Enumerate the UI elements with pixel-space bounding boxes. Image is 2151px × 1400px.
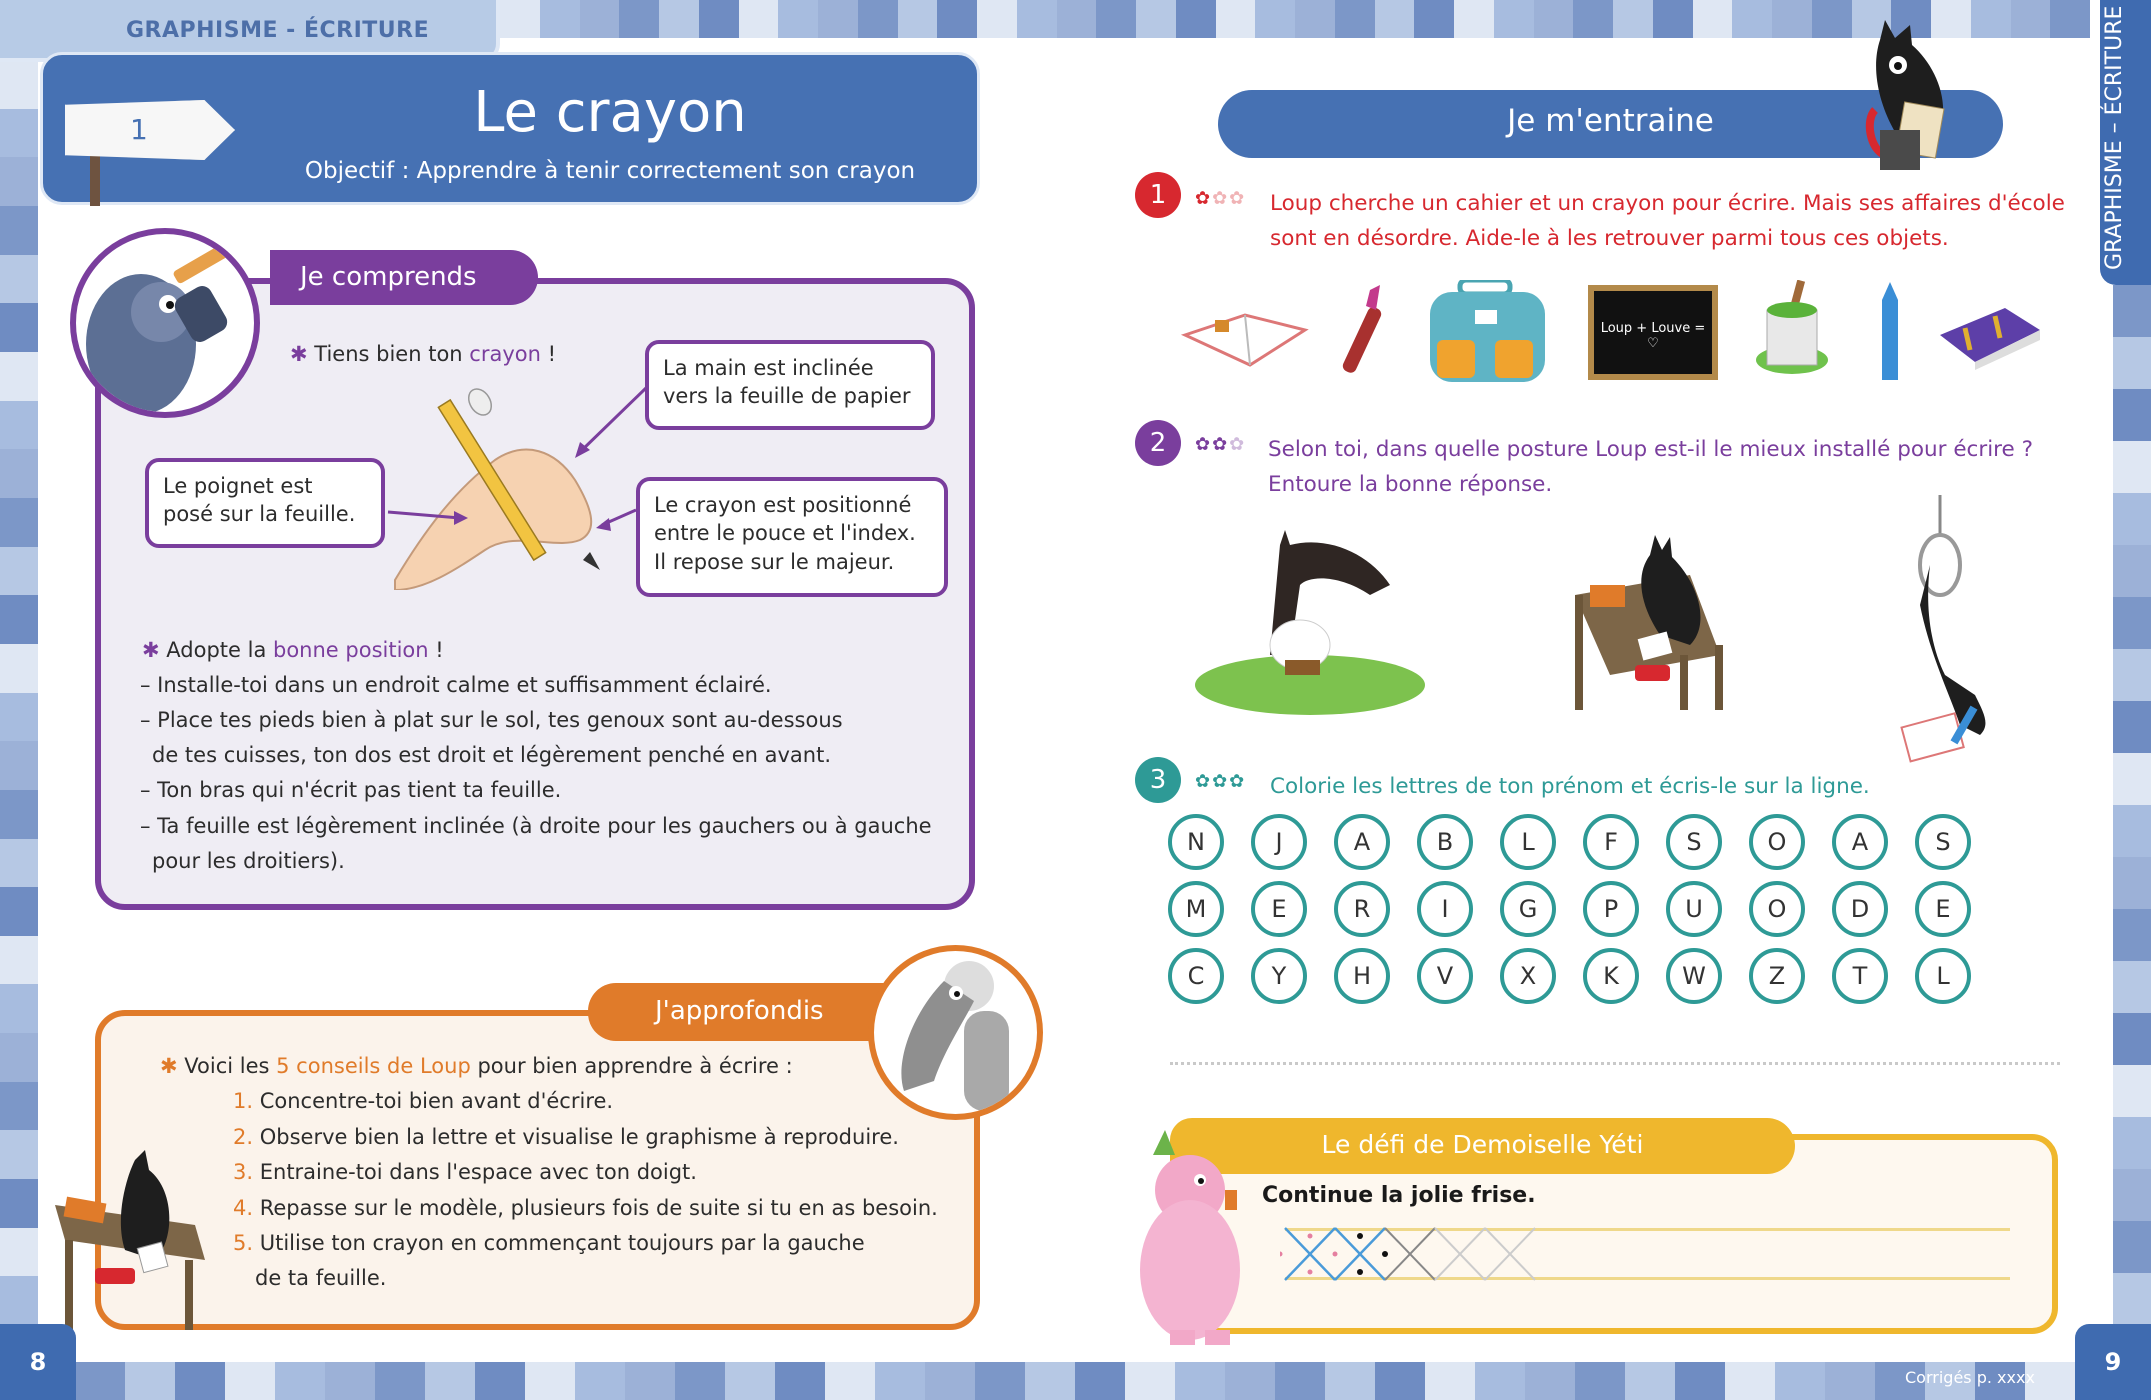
paintbrush-icon[interactable] <box>1330 280 1390 385</box>
tip-item: 1. Concentre-toi bien avant d'écrire. <box>233 1089 614 1113</box>
letter-circle[interactable]: Y <box>1251 948 1307 1004</box>
chalkboard-text: Loup + Louve = ♡ <box>1600 321 1706 351</box>
callout-wrist: Le poignet est posé sur la feuille. <box>145 458 385 548</box>
star-icon: ✱ <box>160 1054 185 1078</box>
paw-faded-icon: ✿✿ <box>1212 188 1247 209</box>
exercise-2-line2: Entoure la bonne réponse. <box>1268 472 1553 497</box>
letter-circle[interactable]: B <box>1417 814 1473 870</box>
letter-circle[interactable]: W <box>1666 948 1722 1004</box>
rat-avatar <box>868 945 1043 1120</box>
frieze-pattern[interactable] <box>1280 1225 1550 1285</box>
corrections-reference: Corrigés p. xxxx <box>1905 1368 2035 1387</box>
hold-pencil-intro: ✱ Tiens bien ton crayon ! <box>290 342 557 366</box>
blue-pencil-icon[interactable] <box>1870 280 1910 385</box>
difficulty-paws-3 <box>1195 771 1246 792</box>
page-number-left: 8 <box>0 1324 76 1400</box>
letter-circle[interactable]: K <box>1583 948 1639 1004</box>
letter-circle[interactable]: M <box>1168 881 1224 937</box>
position-item: – Installe-toi dans un endroit calme et suffisamment éclairé. <box>140 673 772 697</box>
letter-circle[interactable]: O <box>1749 814 1805 870</box>
tip-item: 3. Entraine-toi dans l'espace avec ton doigt. <box>233 1160 697 1184</box>
difficulty-paws-1 <box>1195 188 1246 209</box>
letter-row <box>1168 814 1988 870</box>
star-icon: ✱ <box>142 638 167 662</box>
position-item: pour les droitiers). <box>152 849 345 873</box>
letter-row <box>1168 881 1988 937</box>
loup-with-notebook-icon <box>1840 20 1980 170</box>
exercise-3-badge: 3 <box>1135 757 1181 803</box>
letter-circle[interactable]: E <box>1915 881 1971 937</box>
tip-item: 4. Repasse sur le modèle, plusieurs fois de suite si tu en as besoin. <box>233 1196 938 1220</box>
position-intro: ✱ Adopte la bonne position ! <box>142 638 444 662</box>
loup-sitting-on-grass-choice[interactable] <box>1190 525 1430 715</box>
paw-icon: ✿ <box>1195 188 1213 209</box>
exercise-1-line1: Loup cherche un cahier et un crayon pour écrire. Mais ses affaires d'école <box>1270 191 2065 216</box>
letter-circle[interactable]: S <box>1666 814 1722 870</box>
letter-circle[interactable]: S <box>1915 814 1971 870</box>
position-item: – Ta feuille est légèrement inclinée (à droite pour les gauchers ou à gauche <box>140 814 932 838</box>
loup-at-desk-icon <box>45 1150 215 1330</box>
letter-circle[interactable]: G <box>1500 881 1556 937</box>
letter-circle[interactable]: O <box>1749 881 1805 937</box>
letter-circle[interactable]: F <box>1583 814 1639 870</box>
defi-yeti-title: Le défi de Demoiselle Yéti <box>1321 1130 1644 1159</box>
letter-circle[interactable]: Z <box>1749 948 1805 1004</box>
tips-intro: ✱ Voici les 5 conseils de Loup pour bien apprendre à écrire : <box>160 1054 793 1078</box>
bottom-stripe-border <box>75 1362 2075 1400</box>
position-item: de tes cuisses, ton dos est droit et légèrement penché en avant. <box>152 743 832 767</box>
callout-pencil-position: Le crayon est positionné entre le pouce et l'index. Il repose sur le majeur. <box>636 477 948 597</box>
page-title: Le crayon <box>473 80 747 145</box>
letter-circle[interactable]: X <box>1500 948 1556 1004</box>
letter-circle[interactable]: T <box>1832 948 1888 1004</box>
paint-pot-icon[interactable] <box>1752 280 1832 385</box>
name-writing-line[interactable] <box>1170 1062 2060 1065</box>
star-icon: ✱ <box>290 342 315 366</box>
exercise-1-badge: 1 <box>1135 172 1181 218</box>
purple-notebook-icon[interactable] <box>1935 280 2045 385</box>
letter-circle[interactable]: P <box>1583 881 1639 937</box>
callout-hand-inclined: La main est inclinée vers la feuille de papier <box>645 340 935 430</box>
open-book-icon[interactable] <box>1180 280 1310 385</box>
yeti-instruction: Continue la jolie frise. <box>1262 1183 1536 1208</box>
left-stripe-border <box>0 60 38 1325</box>
letter-circle[interactable]: E <box>1251 881 1307 937</box>
loup-at-desk-choice[interactable] <box>1570 525 1750 715</box>
letter-circle[interactable]: J <box>1251 814 1307 870</box>
je-comprends-title: Je comprends <box>300 262 477 292</box>
demoiselle-yeti-icon <box>1135 1130 1255 1350</box>
letter-circle[interactable]: A <box>1334 814 1390 870</box>
side-section-tab-label: GRAPHISME – ÉCRITURE <box>2102 5 2127 270</box>
tip-item: 2. Observe bien la lettre et visualise le graphisme à reproduire. <box>233 1125 899 1149</box>
pigeon-icon <box>76 234 254 412</box>
je-m-entraine-title: Je m'entraine <box>1507 103 1714 139</box>
objective: Objectif : Apprendre à tenir correctement son crayon <box>304 158 916 184</box>
tip-item: 5. Utilise ton crayon en commençant toujours par la gauche <box>233 1231 865 1255</box>
paw-icon: ✿✿ <box>1195 434 1230 455</box>
letter-grid <box>1168 814 1988 1004</box>
letter-circle[interactable]: N <box>1168 814 1224 870</box>
position-item: – Place tes pieds bien à plat sur le sol, tes genoux sont au-dessous <box>140 708 843 732</box>
exercise-3-line1: Colorie les lettres de ton prénom et écris-le sur la ligne. <box>1270 774 1870 799</box>
letter-circle[interactable]: L <box>1915 948 1971 1004</box>
page-number-right: 9 <box>2075 1324 2151 1400</box>
position-item: – Ton bras qui n'écrit pas tient ta feuille. <box>140 778 562 802</box>
exercise-2-badge: 2 <box>1135 420 1181 466</box>
arrows-icon <box>380 380 660 570</box>
letter-row <box>1168 948 1988 1004</box>
loup-hanging-choice[interactable] <box>1890 495 2040 765</box>
exercise-1-line2: sont en désordre. Aide-le à les retrouver parmi tous ces objets. <box>1270 226 1949 251</box>
letter-circle[interactable]: I <box>1417 881 1473 937</box>
letter-circle[interactable]: H <box>1334 948 1390 1004</box>
right-stripe-border <box>2113 285 2151 1325</box>
letter-circle[interactable]: A <box>1832 814 1888 870</box>
pigeon-avatar <box>70 228 260 418</box>
letter-circle[interactable]: L <box>1500 814 1556 870</box>
letter-circle[interactable]: C <box>1168 948 1224 1004</box>
j-approfondis-title: J'approfondis <box>655 996 824 1026</box>
exercise-2-line1: Selon toi, dans quelle posture Loup est-il le mieux installé pour écrire ? <box>1268 437 2034 462</box>
chalkboard-icon[interactable] <box>1588 285 1718 380</box>
letter-circle[interactable]: U <box>1666 881 1722 937</box>
schoolbag-icon[interactable] <box>1425 280 1550 385</box>
difficulty-paws-2 <box>1195 434 1246 455</box>
rat-icon <box>874 951 1037 1114</box>
lesson-number: 1 <box>130 113 148 146</box>
letter-circle[interactable]: R <box>1334 881 1390 937</box>
tip-item-continuation: de ta feuille. <box>255 1266 387 1290</box>
paw-icon: ✿✿✿ <box>1195 771 1247 792</box>
letter-circle[interactable]: D <box>1832 881 1888 937</box>
section-tab-label: GRAPHISME - ÉCRITURE <box>126 18 430 43</box>
letter-circle[interactable]: V <box>1417 948 1473 1004</box>
paw-faded-icon: ✿ <box>1229 434 1247 455</box>
